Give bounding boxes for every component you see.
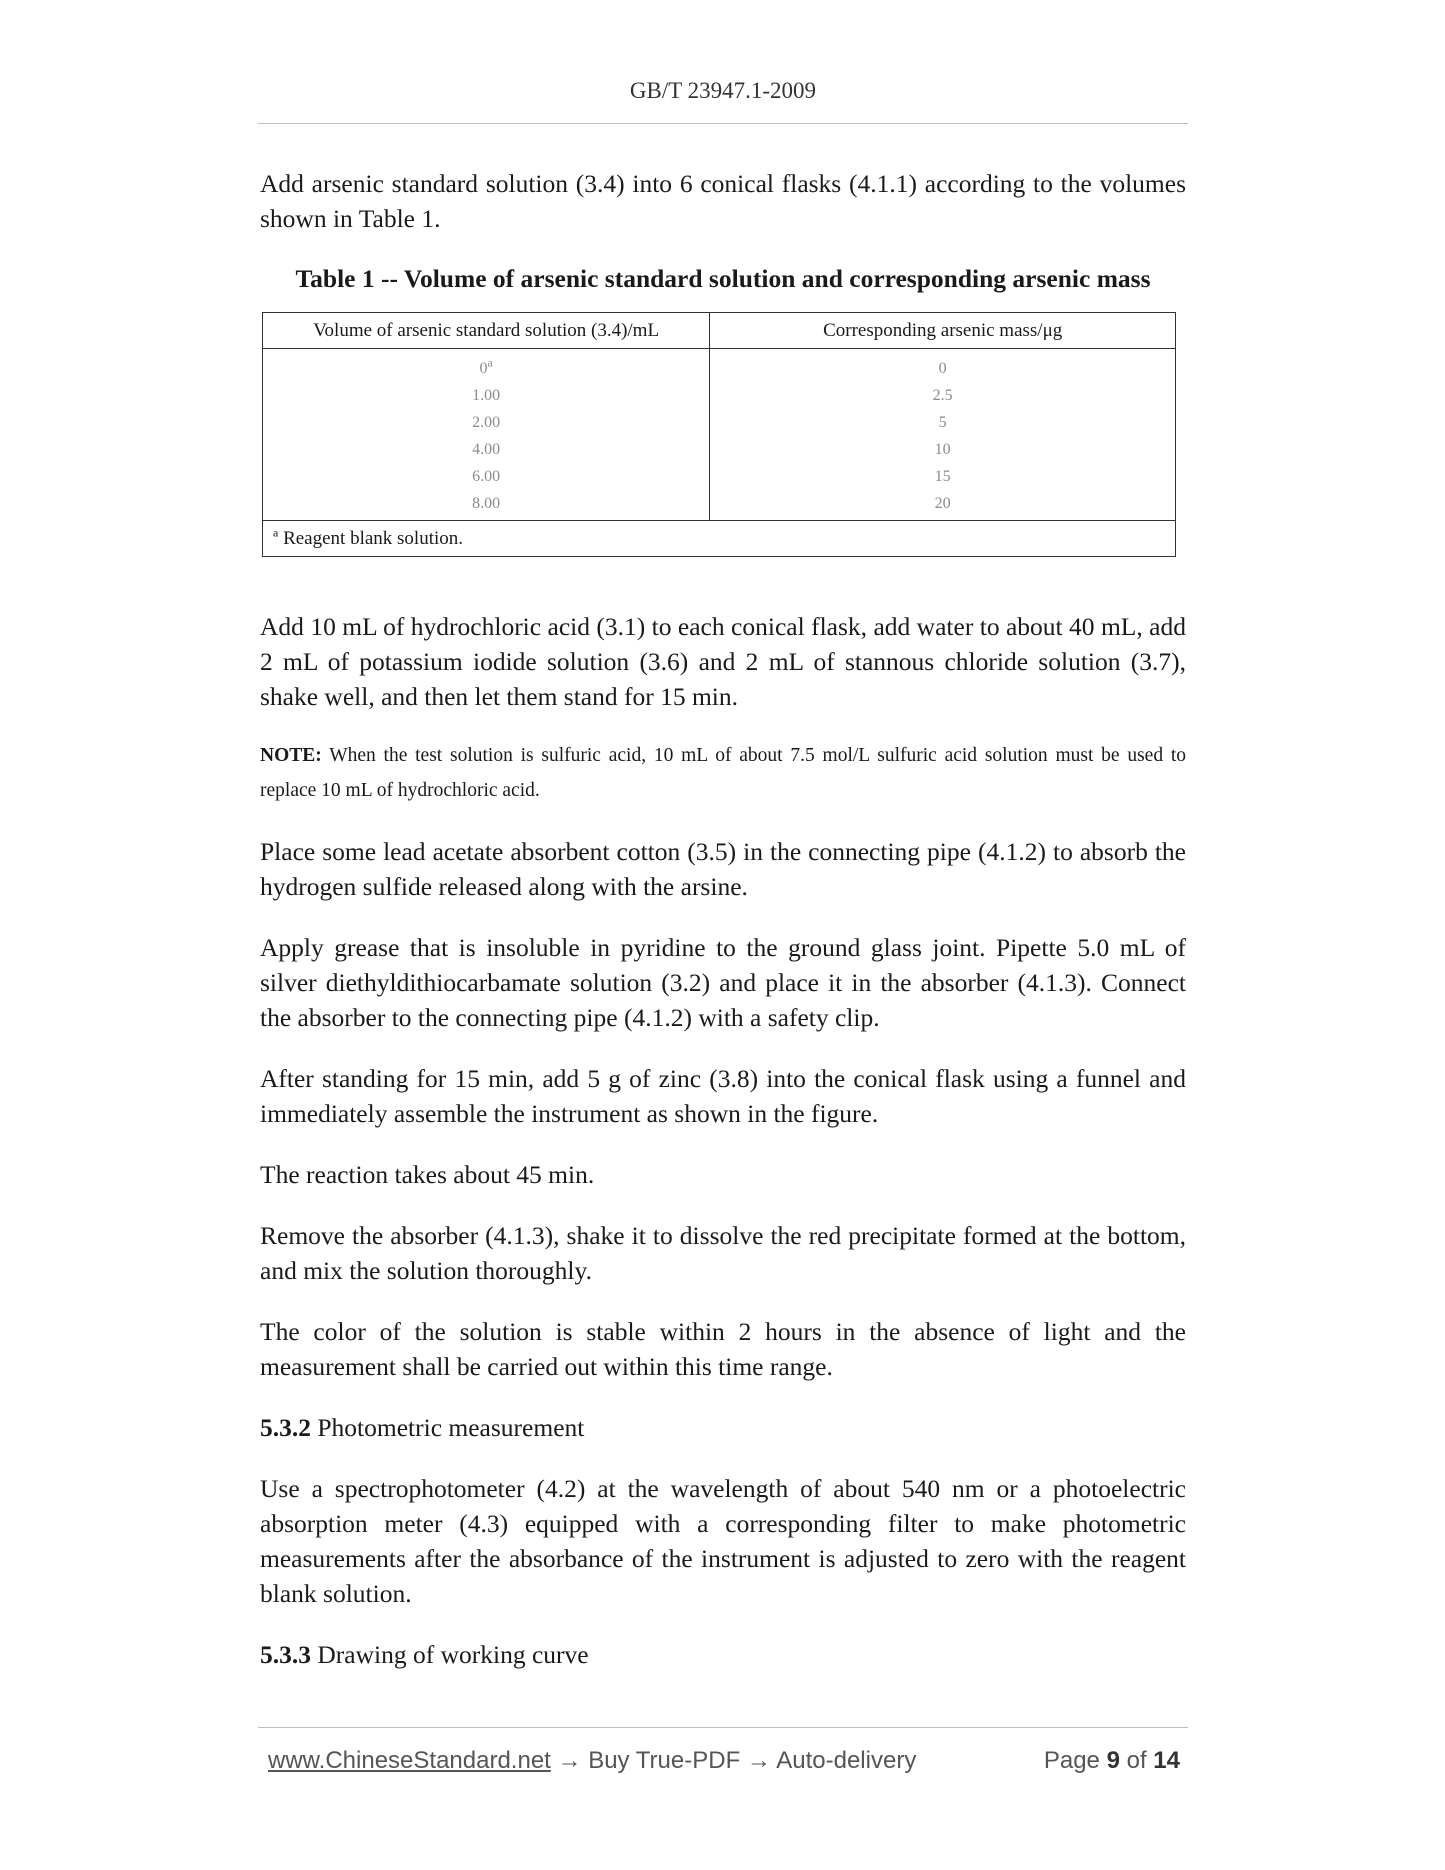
page-header: GB/T 23947.1-2009 [629,78,817,103]
buy-true-pdf-text: Buy True-PDF [588,1747,741,1774]
paragraph-lead-acetate: Place some lead acetate absorbent cotton (3.5) in the connecting pipe (4.1.2) to absorb the hydrogen sulfide released along with the arsine. [260,837,1186,901]
mass-value: 15 [934,468,951,485]
paragraph-grease: Apply grease that is insoluble in pyridine to the ground glass joint. Pipette 5.0 mL of silver diethyldithiocarbamate solution (3.2) and place it in the absorber (4.1.3). Connect the absorber to the connecting pipe (4.1.2) with a safety clip. [260,933,1186,1032]
footer-divider [258,1727,1188,1728]
mass-value: 20 [934,495,951,512]
table-title: Table 1 -- Volume of arsenic standard solution and corresponding arsenic mass [295,264,1151,293]
mass-column [710,349,1176,521]
volume-value: 0$^a$ [479,355,493,377]
paragraph-spectrophotometer: Use a spectrophotometer (4.2) at the wavelength of about 540 nm or a photoelectric absorption meter (4.3) equipped with a corresponding filter to make photometric measurements after the absorbance of the instrument is adjusted to zero with the reagent blank solution. [260,1474,1186,1608]
paragraph-zinc: After standing for 15 min, add 5 g of zinc (3.8) into the conical flask using a funnel and immediately assemble the instrument as shown in the figure. [260,1064,1186,1128]
mass-value: 5 [938,414,947,431]
volume-value: 4.00 [472,441,501,458]
arrow-icon: → [557,1747,582,1774]
volume-column [263,349,710,521]
section-heading-533: 5.3.3 Drawing of working curve [260,1640,589,1669]
arrow-icon: → [746,1747,771,1774]
mass-value: 0 [938,360,947,377]
page-indicator: Page 9 of 14 [1043,1747,1180,1774]
paragraph-add-arsenic: Add arsenic standard solution (3.4) into 6 conical flasks (4.1.1) according to the volumes shown in Table 1. [260,169,1186,233]
auto-delivery-text: Auto-delivery [776,1747,917,1774]
paragraph-absorber: Remove the absorber (4.1.3), shake it to dissolve the red precipitate formed at the bottom, and mix the solution thoroughly. [260,1221,1186,1285]
arsenic-table [262,312,1176,557]
volume-value: 6.00 [472,468,501,485]
volume-value: 1.00 [472,387,501,404]
current-page: 9 [1106,1747,1120,1774]
mass-value: 10 [934,441,951,458]
paragraph-reaction-time: The reaction takes about 45 min. [260,1160,595,1189]
table-header-mass: Corresponding arsenic mass/μg [710,313,1176,349]
table-header-volume: Volume of arsenic standard solution (3.4)/mL [263,313,710,349]
document-body [260,166,1186,1698]
note [260,738,1186,808]
website-link[interactable]: www.ChineseStandard.net [268,1747,551,1774]
section-heading-532: 5.3.2 Photometric measurement [260,1413,585,1442]
volume-value: 8.00 [472,495,501,512]
paragraph-color-stability: The color of the solution is stable within 2 hours in the absence of light and the measurement shall be carried out within this time range. [260,1317,1186,1381]
volume-value: 2.00 [472,414,501,431]
mass-value: 2.5 [932,387,953,404]
page-footer [268,1747,1180,1775]
note-label: NOTE: [260,745,322,766]
total-pages: 14 [1153,1747,1180,1774]
header-divider [258,123,1188,124]
table-footnote: $^a$ Reagent blank solution. [263,521,1176,557]
note-text: When the test solution is sulfuric acid, 10 mL of about 7.5 mol/L sulfuric acid solution must be used to replace 10 mL of hydrochloric acid. [260,745,1187,801]
paragraph-hydrochloric-acid: Add 10 mL of hydrochloric acid (3.1) to each conical flask, add water to about 40 mL, add 2 mL of potassium iodide solution (3.6) and 2 mL of stannous chloride solution (3.7), shake well, and then let them stand for 15 min. [260,612,1186,711]
footer-left [268,1747,916,1775]
